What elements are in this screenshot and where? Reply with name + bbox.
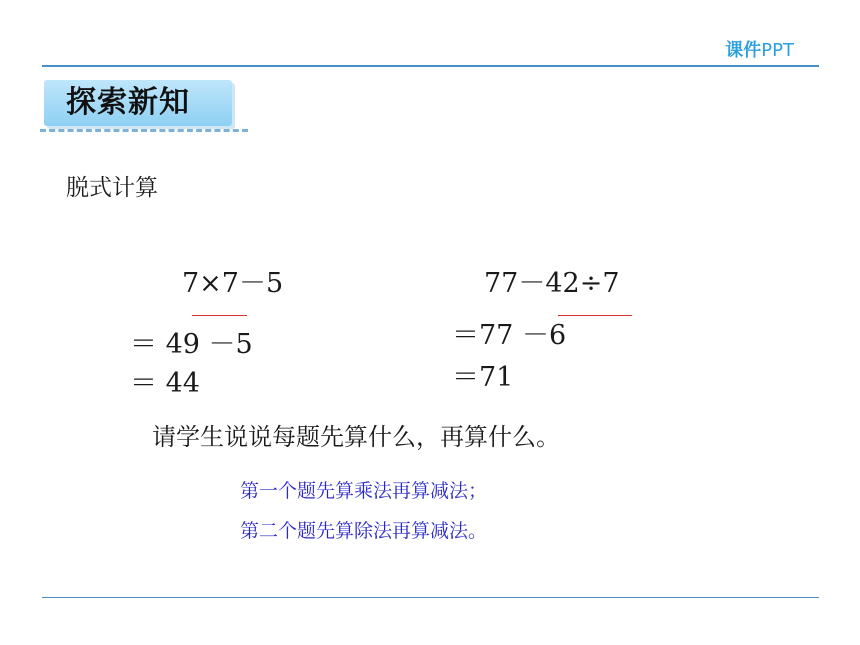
brand-logo-text: PPT [761, 40, 794, 61]
problem1-expression: 7×7－5 [182, 268, 284, 299]
problem1-underline [192, 315, 247, 316]
problem2-step2: ＝71 [452, 362, 514, 393]
brand-logo-bold: 课件 [725, 40, 762, 61]
section-title: 探索新知 [66, 85, 190, 120]
problem1-step1: ＝ 49 －5 [130, 329, 253, 360]
header-rule [42, 65, 819, 67]
question-text: 请学生说说每题先算什么，再算什么。 [152, 423, 560, 451]
subtitle: 脱式计算 [66, 175, 158, 201]
brand-logo [725, 40, 794, 62]
problem2-underline [558, 315, 632, 316]
footer-rule [42, 597, 819, 598]
section-dashed-divider [40, 129, 248, 132]
answer-line-1: 第一个题先算乘法再算减法； [240, 480, 488, 502]
answer-line-2: 第二个题先算除法再算减法。 [240, 520, 488, 542]
problem1-step2: ＝ 44 [130, 368, 200, 399]
problem2-expression: 77－42÷7 [484, 268, 620, 299]
problem2-step1: ＝77 －6 [452, 320, 567, 351]
